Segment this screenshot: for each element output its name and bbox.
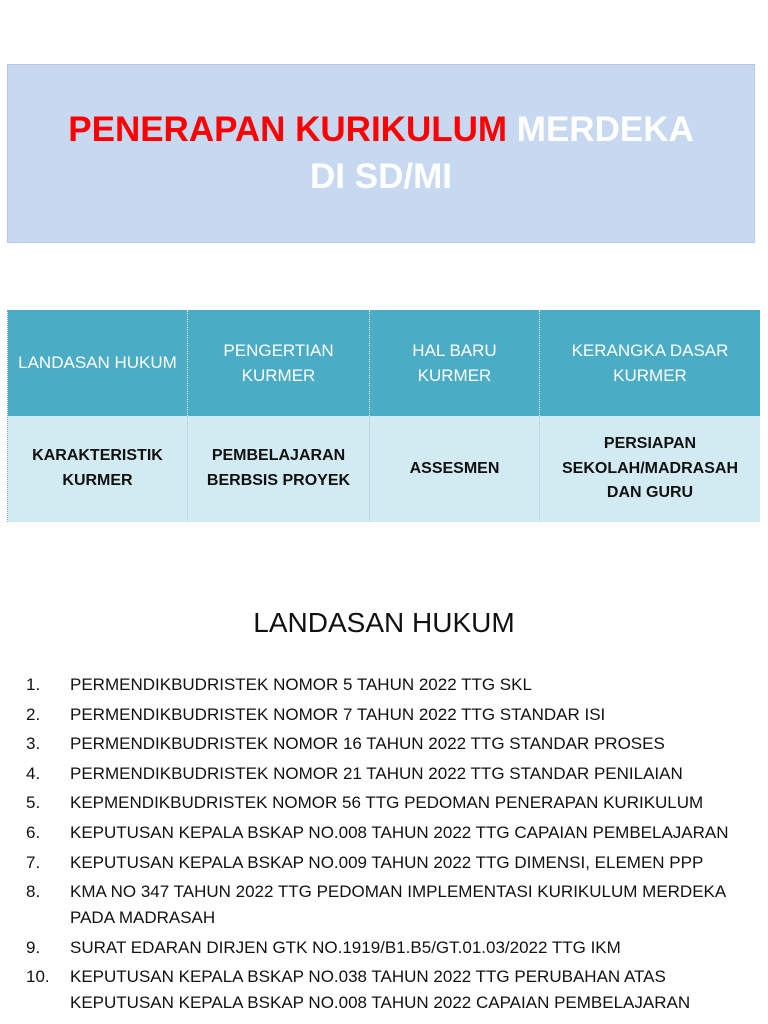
section-title: LANDASAN HUKUM: [253, 607, 515, 638]
list-item: [26, 850, 756, 876]
list-text: PERMENDIKBUDRISTEK NOMOR 21 TAHUN 2022 TTG STANDAR PENILAIAN: [70, 763, 683, 783]
list-text: KEPUTUSAN KEPALA BSKAP NO.009 TAHUN 2022 TTG DIMENSI, ELEMEN PPP: [70, 852, 704, 872]
list-item: [26, 879, 756, 931]
list-item: [26, 820, 756, 846]
list-text: PERMENDIKBUDRISTEK NOMOR 16 TAHUN 2022 TTG STANDAR PROSES: [70, 734, 665, 754]
list-text: SURAT EDARAN DIRJEN GTK NO.1919/B1.B5/GT.01.03/2022 TTG IKM: [70, 937, 621, 957]
list-number: 7.: [26, 852, 41, 872]
title-white-text: MERDEKA: [516, 110, 694, 150]
list-number: 10.: [26, 967, 50, 987]
list-number: 4.: [26, 763, 41, 783]
list-item: [26, 761, 756, 787]
nav-link-kerangka-dasar-kurmer[interactable]: KERANGKA DASAR KURMER: [571, 340, 729, 385]
list-number: 5.: [26, 793, 41, 813]
list-text: PERMENDIKBUDRISTEK NOMOR 5 TAHUN 2022 TTG SKL: [70, 675, 532, 694]
nav-header-row: [8, 310, 760, 416]
nav-link-assesmen[interactable]: ASSESMEN: [370, 416, 540, 522]
title-red-text: PENERAPAN KURIKULUM: [68, 110, 508, 150]
nav-link-karakteristik-kurmer[interactable]: KARAKTERISTIK KURMER: [8, 416, 188, 522]
list-text: KMA NO 347 TAHUN 2022 TTG PEDOMAN IMPLEMENTASI KURIKULUM MERDEKA PADA MADRASAH: [70, 882, 726, 928]
nav-link-landasan-hukum[interactable]: LANDASAN HUKUM: [8, 310, 188, 416]
title-banner: [7, 64, 755, 243]
nav-link-pembelajaran-proyek[interactable]: PEMBELAJARAN BERBSIS PROYEK: [188, 416, 370, 522]
list-number: 3.: [26, 734, 41, 754]
nav-body-row: [8, 416, 760, 522]
list-number: 1.: [26, 675, 41, 694]
nav-link-persiapan-sekolah[interactable]: PERSIAPAN SEKOLAH/MADRASAH DAN GURU: [562, 434, 738, 502]
list-text: KEPMENDIKBUDRISTEK NOMOR 56 TTG PEDOMAN PENERAPAN KURIKULUM: [70, 793, 704, 813]
list-text: KEPUTUSAN KEPALA BSKAP NO.008 TAHUN 2022 TTG CAPAIAN PEMBELAJARAN: [70, 822, 729, 842]
law-list: [26, 672, 756, 1020]
navigation-table: [7, 310, 760, 522]
list-item: [26, 702, 756, 728]
list-number: 6.: [26, 822, 41, 842]
nav-link-pengertian-kurmer[interactable]: PENGERTIAN KURMER: [188, 310, 370, 416]
title-line-2: DI SD/MI: [310, 156, 452, 196]
list-text: KEPUTUSAN KEPALA BSKAP NO.038 TAHUN 2022 TTG PERUBAHAN ATAS KEPUTUSAN KEPALA BSKAP NO.008 TAHUN 2022 CAPAIAN PEMBELAJARAN: [70, 967, 691, 1013]
list-item: [26, 731, 756, 757]
title-line-1: [68, 107, 694, 153]
nav-link-hal-baru-kurmer[interactable]: HAL BARU KURMER: [370, 310, 540, 416]
list-number: 2.: [26, 704, 41, 724]
list-number: 9.: [26, 937, 41, 957]
list-text: PERMENDIKBUDRISTEK NOMOR 7 TAHUN 2022 TTG STANDAR ISI: [70, 704, 606, 724]
list-number: 8.: [26, 882, 41, 902]
list-item: [26, 672, 756, 698]
list-item: [26, 935, 756, 961]
list-item: [26, 790, 756, 816]
list-item: [26, 964, 756, 1016]
